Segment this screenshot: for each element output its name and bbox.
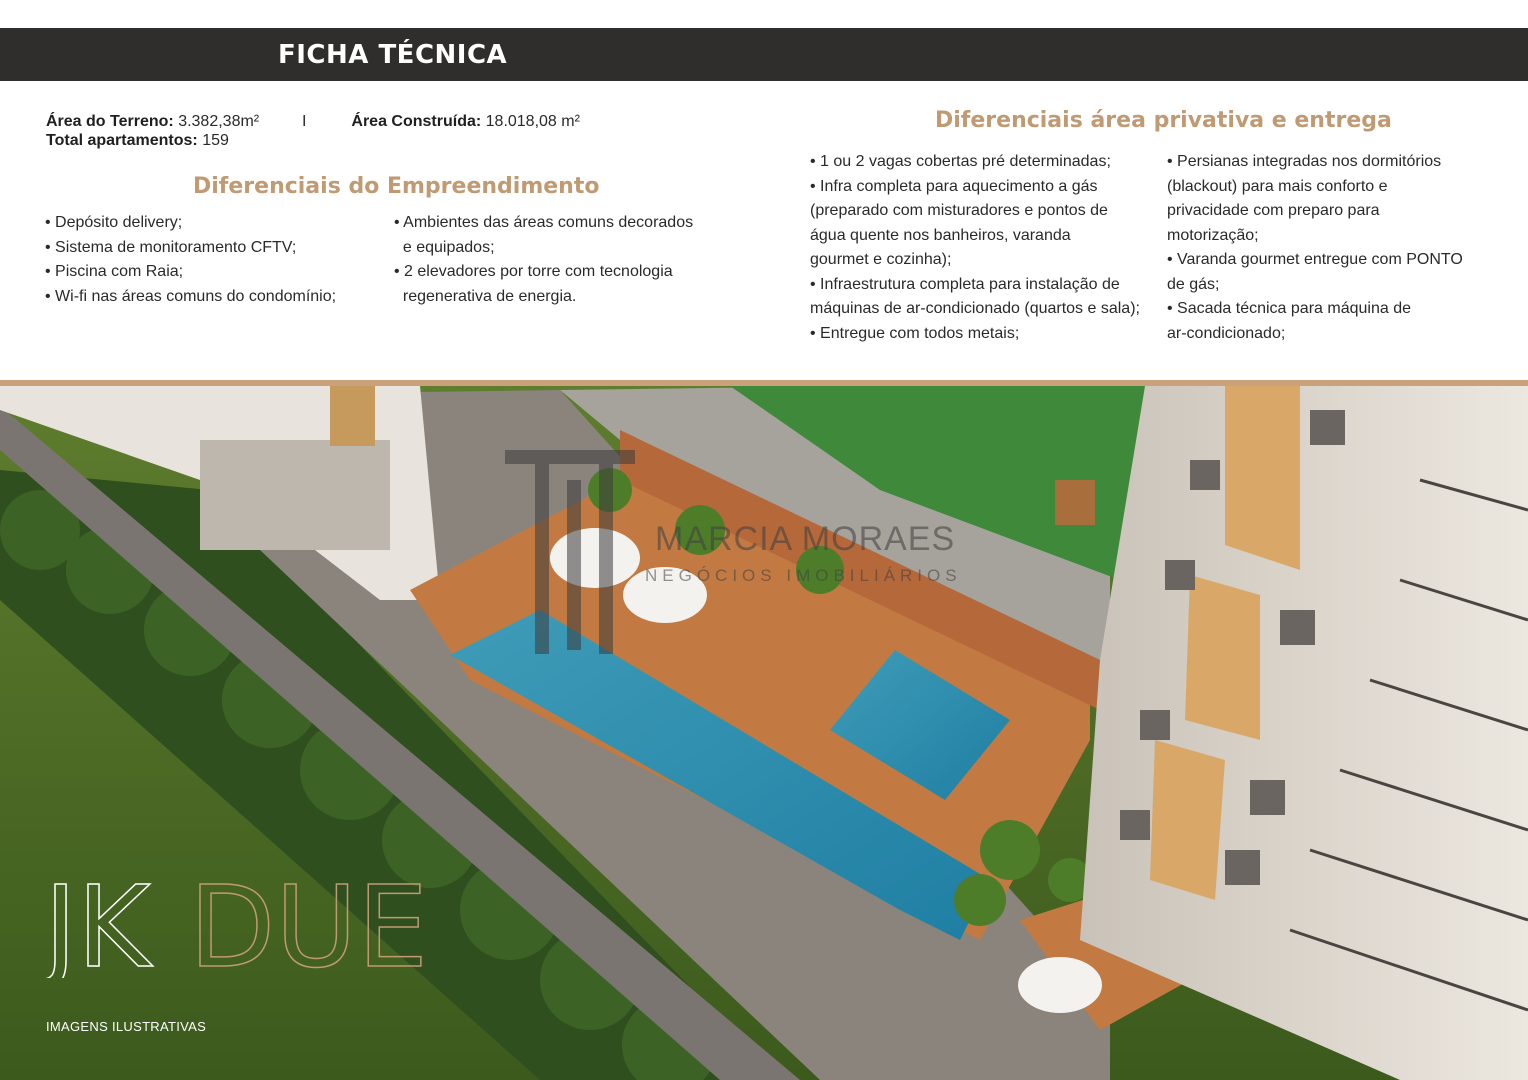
built-area-label: Área Construída: xyxy=(351,113,482,130)
units-value: 159 xyxy=(202,132,229,149)
logo-jk-text: JK xyxy=(44,868,151,978)
land-area-value: 3.382,38m² xyxy=(178,113,260,130)
list-item: • Varanda gourmet entregue com PONTO de gás; xyxy=(1167,251,1463,293)
development-list-col2 xyxy=(394,211,724,309)
private-list-col1 xyxy=(810,150,1160,346)
land-area-label: Área do Terreno: xyxy=(46,113,174,130)
development-heading: Diferenciais do Empreendimento xyxy=(193,174,600,199)
list-item: • Ambientes das áreas comuns decorados e equipados; xyxy=(394,214,694,256)
list-item: • 1 ou 2 vagas cobertas pré determinadas; xyxy=(810,153,1111,170)
jk-due-logo xyxy=(44,868,464,983)
watermark-subtitle: NEGÓCIOS IMOBILIÁRIOS xyxy=(645,566,962,585)
logo-due-text: DUE xyxy=(189,868,428,978)
built-area-value: 18.018,08 m² xyxy=(485,113,580,130)
private-heading: Diferenciais área privativa e entrega xyxy=(935,108,1392,133)
list-item: • Wi-fi nas áreas comuns do condomínio; xyxy=(45,287,337,305)
list-item: • Persianas integradas nos dormitórios (blackout) para mais conforto e privacidade com preparo para motorização; xyxy=(1167,153,1442,244)
stats-separator: I xyxy=(302,113,307,130)
watermark-brand: MARCIA MORAES xyxy=(655,520,956,558)
list-item: • Entregue com todos metais; xyxy=(810,324,1020,342)
header-bar xyxy=(0,28,1528,81)
list-item: • Sistema de monitoramento CFTV; xyxy=(45,238,297,256)
list-item: • 2 elevadores por torre com tecnologia regenerativa de energia. xyxy=(394,263,673,305)
project-stats xyxy=(46,112,580,150)
list-item: • Infraestrutura completa para instalação de máquinas de ar-condicionado (quartos e sala); xyxy=(810,275,1140,317)
stats-row-units xyxy=(46,131,580,150)
units-label: Total apartamentos: xyxy=(46,132,198,149)
illustrative-caption: IMAGENS ILUSTRATIVAS xyxy=(46,1019,207,1034)
development-list-col1 xyxy=(45,211,385,309)
stats-row-areas xyxy=(46,112,580,131)
private-list-col2 xyxy=(1167,150,1512,346)
list-item: • Depósito delivery; xyxy=(45,214,183,231)
page-title: FICHA TÉCNICA xyxy=(278,40,508,70)
list-item: • Infra completa para aquecimento a gás (preparado com misturadores e pontos de água quente nos banheiros, varanda gourmet e cozinha); xyxy=(810,177,1108,268)
list-item: • Piscina com Raia; xyxy=(45,263,184,280)
list-item: • Sacada técnica para máquina de ar-condicionado; xyxy=(1167,300,1411,342)
